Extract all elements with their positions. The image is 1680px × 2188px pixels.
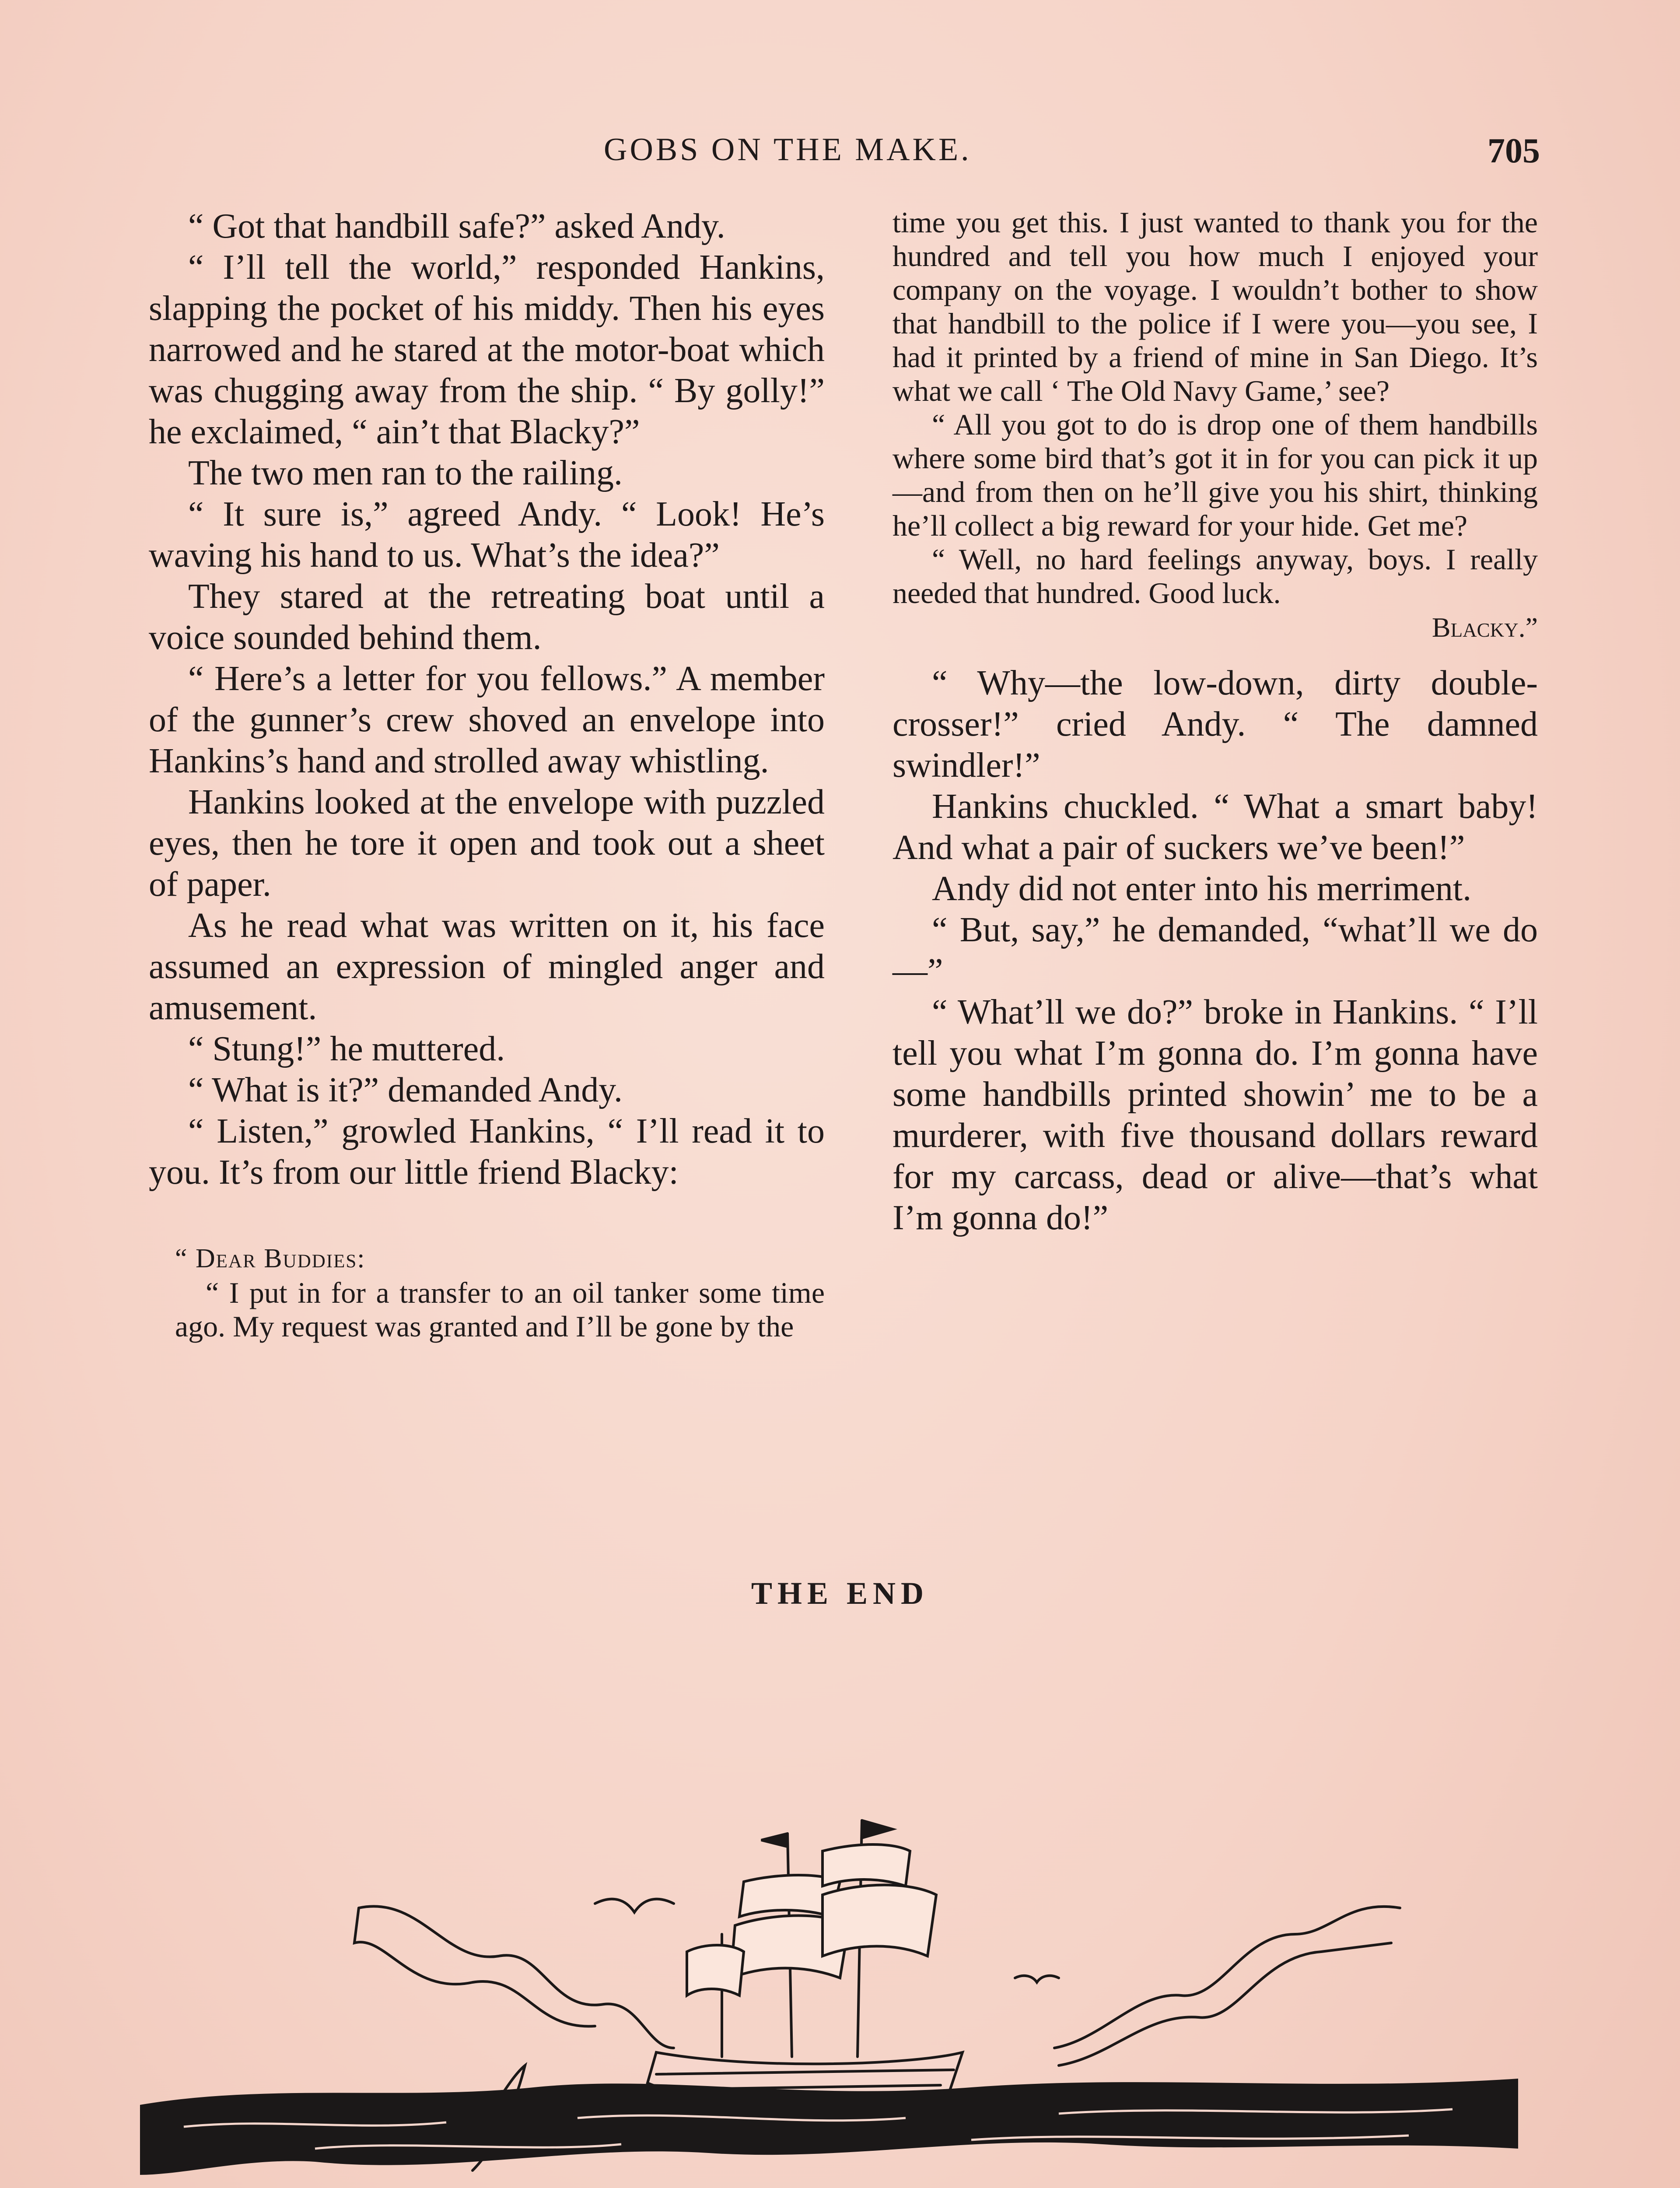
seagull xyxy=(1015,1976,1059,1982)
seagull xyxy=(595,1899,674,1912)
ship-sail xyxy=(822,1844,910,1886)
page-number: 705 xyxy=(1488,132,1540,170)
story-paragraph: “ Why—the low-down, dirty double-crosser!” cried Andy. “ The damned swindler!” xyxy=(892,664,1538,785)
right-column xyxy=(892,206,1538,1238)
letter-block-right xyxy=(892,206,1538,645)
story-paragraph: Andy did not enter into his merriment. xyxy=(932,870,1472,908)
ship-sail xyxy=(687,1945,744,1995)
story-paragraph: “ Listen,” growled Hankins, “ I’ll read it to you. It’s from our little friend Blacky: xyxy=(149,1112,825,1192)
story-paragraph: Hankins looked at the envelope with puzzled eyes, then he tore it open and took out a sheet of paper. xyxy=(149,783,825,904)
letter-signature: Blacky.” xyxy=(1432,612,1538,643)
story-paragraph: “ But, say,” he demanded, “what’ll we do—” xyxy=(892,911,1538,990)
letter-paragraph: “ All you got to do is drop one of them handbills where some bird that’s got it in for you can pick it up—and from then on he’ll give you his shirt, thinking he’ll collect a big reward for your hide. Get me? xyxy=(892,408,1538,542)
story-paragraph: “ What’ll we do?” broke in Hankins. “ I’ll tell you what I’m gonna do. I’m gonna have some handbills printed showin’ me to be a murderer, with five thousand dollars reward for my carcass, dead or alive—that’s what I’m gonna do!” xyxy=(892,993,1538,1237)
story-paragraph: “ What is it?” demanded Andy. xyxy=(188,1071,623,1109)
story-paragraph: “ Stung!” he muttered. xyxy=(188,1030,505,1068)
story-paragraph: “ I’ll tell the world,” responded Hankins, slapping the pocket of his middy. Then his eyes narrowed and he stared at the motor-boat which was chugging away from the ship. “ By golly!” he exclaimed, “ ain’t that Blacky?” xyxy=(149,248,825,451)
story-paragraph: As he read what was written on it, his face assumed an expression of mingled anger and amusement. xyxy=(149,906,825,1027)
ship-sail xyxy=(822,1885,936,1957)
left-scroll-banner xyxy=(354,1908,595,2027)
letter-paragraph: “ Well, no hard feelings anyway, boys. I really needed that hundred. Good luck. xyxy=(892,543,1538,610)
letter-paragraph: “ I put in for a transfer to an oil tanker some time ago. My request was granted and I’ll be gone by the xyxy=(175,1276,825,1343)
page-header xyxy=(149,131,1540,179)
the-end-label: THE END xyxy=(751,1576,929,1611)
right-scroll-banner xyxy=(1054,1907,1400,2048)
story-paragraph: Hankins chuckled. “ What a smart baby! And what a pair of suckers we’ve been!” xyxy=(892,787,1538,867)
story-paragraph: They stared at the retreating boat until a voice sounded behind them. xyxy=(149,577,825,657)
right-story-text xyxy=(892,663,1538,1238)
left-scroll-banner xyxy=(359,1906,674,2048)
ship-flag xyxy=(761,1834,788,1847)
left-column xyxy=(149,206,825,1343)
story-paragraph: “ It sure is,” agreed Andy. “ Look! He’s waving his hand to us. What’s the idea?” xyxy=(149,495,825,575)
ocean-waves xyxy=(140,2079,1518,2175)
story-paragraph: “ Here’s a letter for you fellows.” A member of the gunner’s crew shoved an envelope into Hankins’s hand and strolled away whistling. xyxy=(149,659,825,780)
running-title: GOBS ON THE MAKE. xyxy=(604,132,972,168)
letter-block-left xyxy=(149,1276,825,1343)
letter-paragraph: time you get this. I just wanted to thank you for the hundred and tell you how much I enjoyed your company on the voyage. I wouldn’t bother to show that handbill to the police if I were you—you see, I had it printed by a friend of mine in San Diego. It’s what we call ‘ The Old Navy Game,’ see? xyxy=(892,206,1538,407)
letter-salutation: “ Dear Buddies: xyxy=(175,1244,366,1273)
ship-illustration xyxy=(140,1768,1540,2188)
ship-flag xyxy=(862,1820,892,1838)
right-scroll-banner xyxy=(1059,1943,1391,2065)
story-paragraph: The two men ran to the railing. xyxy=(188,454,623,492)
story-paragraph: “ Got that handbill safe?” asked Andy. xyxy=(188,207,725,245)
